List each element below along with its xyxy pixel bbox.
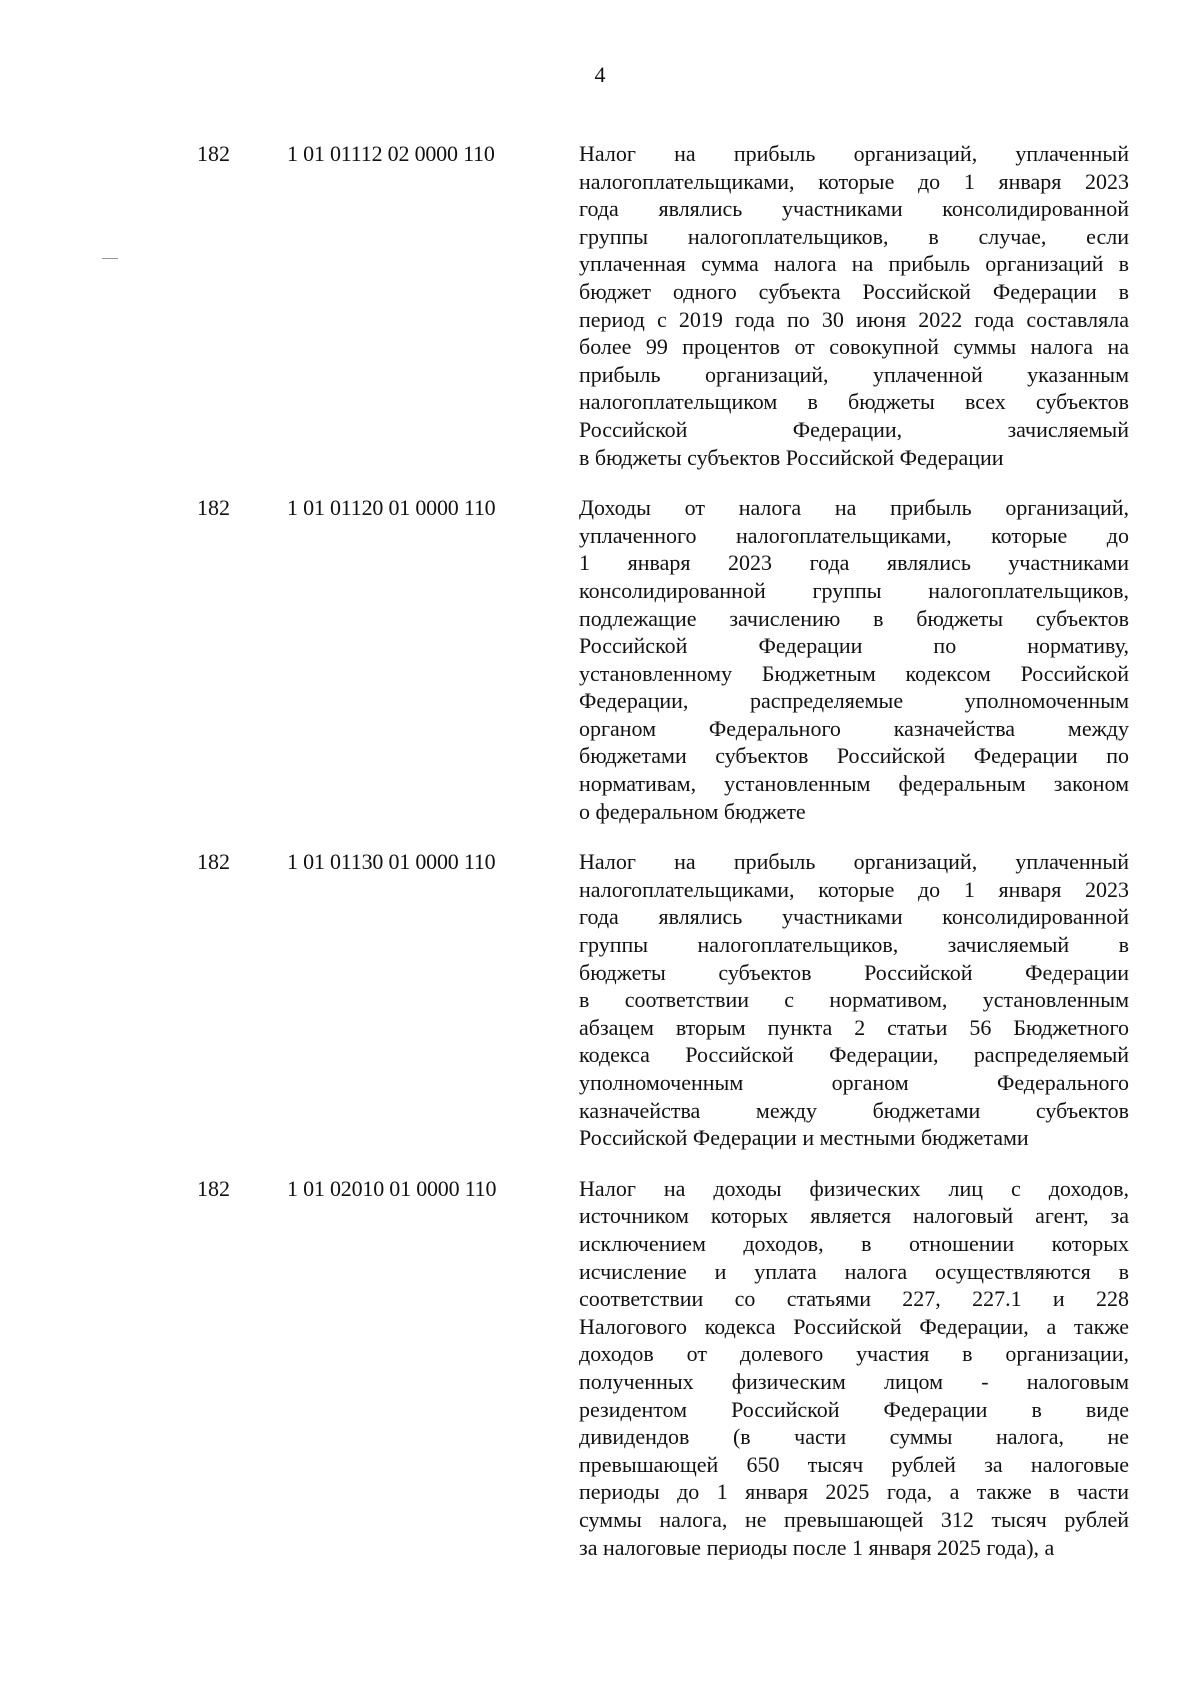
- income-name: [579, 848, 1129, 1152]
- income-name-line: в соответствии с нормативом, установленным: [579, 987, 1129, 1013]
- income-name-line: соответствии со статьями 227, 227.1 и 228: [579, 1286, 1129, 1312]
- income-name-line: в бюджеты субъектов Российской Федерации: [579, 444, 1004, 470]
- income-name-line: более 99 процентов от совокупной суммы налога на: [579, 334, 1129, 360]
- income-name-line: консолидированной группы налогоплательщиков,: [579, 577, 1129, 603]
- budget-classification-code: 1 01 01120 01 0000 110: [287, 495, 496, 521]
- income-name-line: суммы налога, не превышающей 312 тысяч рублей: [579, 1506, 1129, 1532]
- income-name-line: уполномоченным органом Федерального: [579, 1070, 1129, 1095]
- table-row: [0, 140, 1200, 471]
- admin-code: 182: [197, 849, 230, 875]
- income-name-line: дивидендов (в части суммы налога, не: [579, 1424, 1129, 1450]
- income-name-line: Российской Федерации по нормативу,: [579, 633, 1129, 659]
- income-name-line: о федеральном бюджете: [579, 798, 806, 824]
- income-name-line: 1 января 2023 года являлись участниками: [579, 550, 1129, 576]
- table-row: [0, 1175, 1200, 1561]
- income-name-line: Российской Федерации и местными бюджетами: [579, 1125, 1029, 1151]
- budget-classification-code: 1 01 01112 02 0000 110: [287, 141, 495, 166]
- admin-code: 182: [197, 141, 230, 166]
- income-name-line: бюджетами субъектов Российской Федерации по: [579, 743, 1129, 769]
- income-name-line: Налог на прибыль организаций, уплаченный: [579, 141, 1129, 166]
- income-name-line: за налоговые периоды после 1 января 2025 года), а: [579, 1534, 1055, 1560]
- income-name-line: исчисление и уплата налога осуществляются в: [579, 1258, 1129, 1284]
- budget-classification-code: 1 01 02010 01 0000 110: [287, 1175, 497, 1201]
- income-name-line: прибыль организаций, уплаченной указанным: [579, 361, 1129, 387]
- income-name-line: Налогового кодекса Российской Федерации, а также: [579, 1313, 1129, 1339]
- income-name-line: установленному Бюджетным кодексом Российской: [579, 660, 1129, 686]
- income-name-line: нормативам, установленным федеральным законом: [579, 771, 1129, 797]
- income-name-line: Российской Федерации, зачисляемый: [579, 416, 1129, 442]
- table-row: [0, 494, 1200, 825]
- income-name-line: исключением доходов, в отношении которых: [579, 1230, 1129, 1256]
- income-name-line: кодекса Российской Федерации, распределяемый: [579, 1042, 1129, 1068]
- income-name-line: налогоплательщиком в бюджеты всех субъектов: [579, 389, 1129, 415]
- income-name-line: Налог на доходы физических лиц с доходов,: [579, 1175, 1129, 1201]
- income-name-line: налогоплательщиками, которые до 1 января 2023: [579, 168, 1129, 194]
- income-name-line: доходов от долевого участия в организации,: [579, 1341, 1129, 1367]
- income-name-line: Налог на прибыль организаций, уплаченный: [579, 849, 1129, 875]
- income-name-line: уплаченного налогоплательщиками, которые до: [579, 522, 1129, 548]
- income-name-line: группы налогоплательщиков, в случае, если: [579, 223, 1129, 249]
- income-name-line: группы налогоплательщиков, зачисляемый в: [579, 932, 1129, 958]
- income-name-line: полученных физическим лицом - налоговым: [579, 1368, 1129, 1394]
- income-name-line: уплаченная сумма налога на прибыль организаций в: [579, 251, 1129, 277]
- budget-classification-code: 1 01 01130 01 0000 110: [287, 849, 496, 875]
- income-name-line: налогоплательщиками, которые до 1 января 2023: [579, 876, 1129, 902]
- income-name-line: Доходы от налога на прибыль организаций,: [579, 495, 1129, 521]
- table-row: [0, 848, 1200, 1152]
- income-name-line: период с 2019 года по 30 июня 2022 года составляла: [579, 306, 1129, 332]
- income-name-line: превышающей 650 тысяч рублей за налоговые: [579, 1451, 1129, 1477]
- admin-code: 182: [197, 495, 230, 521]
- income-name: [579, 494, 1129, 825]
- income-name-line: периоды до 1 января 2025 года, а также в части: [579, 1479, 1129, 1505]
- income-name: [579, 140, 1129, 471]
- income-name-line: года являлись участниками консолидированной: [579, 904, 1129, 930]
- income-name-line: резидентом Российской Федерации в виде: [579, 1396, 1129, 1422]
- income-name-line: казначейства между бюджетами субъектов: [579, 1097, 1129, 1123]
- income-classification-table: [0, 140, 1200, 1584]
- income-name-line: Федерации, распределяемые уполномоченным: [579, 688, 1129, 714]
- admin-code: 182: [197, 1175, 230, 1201]
- income-name-line: источником которых является налоговый агент, за: [579, 1203, 1129, 1229]
- income-name-line: бюджеты субъектов Российской Федерации: [579, 959, 1129, 985]
- income-name-line: бюджет одного субъекта Российской Федерации в: [579, 278, 1129, 304]
- income-name-line: органом Федерального казначейства между: [579, 715, 1129, 741]
- page-number: 4: [594, 62, 606, 87]
- income-name: [579, 1175, 1129, 1561]
- income-name-line: абзацем вторым пункта 2 статьи 56 Бюджетного: [579, 1014, 1129, 1040]
- income-name-line: подлежащие зачислению в бюджеты субъектов: [579, 605, 1129, 631]
- income-name-line: года являлись участниками консолидированной: [579, 196, 1129, 222]
